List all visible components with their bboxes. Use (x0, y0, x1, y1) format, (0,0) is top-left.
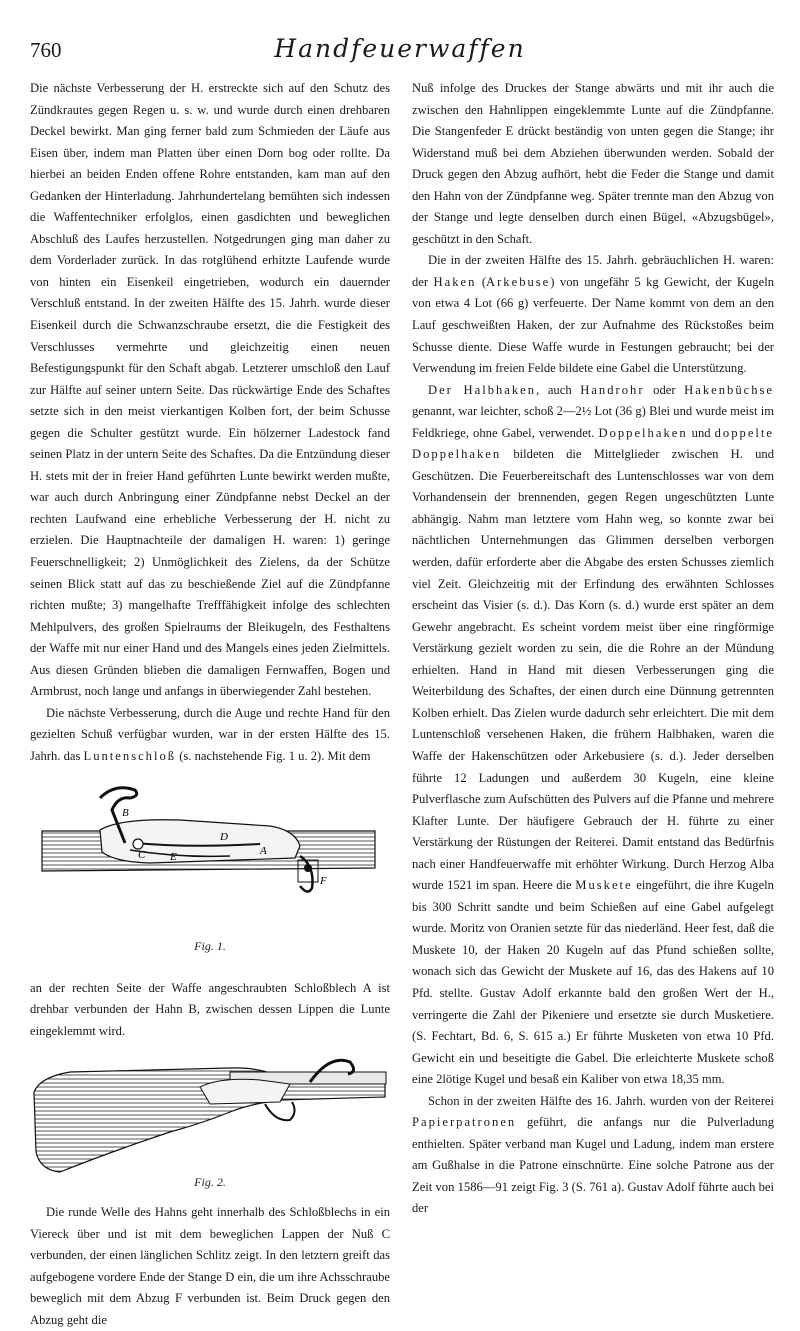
matchlock-musket-illustration (30, 1042, 390, 1182)
running-title: Handfeuerwaffen (274, 34, 526, 63)
figure-2 (30, 1042, 390, 1202)
right-paragraph-2-text-b: ( (476, 274, 487, 289)
left-paragraph-4: Die runde Welle des Hahns geht innerhalb des Schloßblechs in ein Viereck über und ist mit dem beweglichen Lappen der Nuß C verbunden, der einen länglichen Schlitz zeigt. In den letztern greift das aufgebogene vordere Ende der Stange D ein, die um ihre Achsschraube beweglich mit dem Abzug F verbunden ist. Beim Druck gegen den Abzug geht die (30, 1205, 390, 1327)
term-muskete: Muskete (575, 878, 633, 893)
fig1-label-c: C (138, 848, 146, 861)
right-paragraph-2 (412, 250, 774, 379)
left-paragraph-1: Die nächste Verbesserung der H. erstreckte sich auf den Schutz des Zündkrautes gegen Regen u. s. w. und wurde durch einen drehbaren Deckel bewirkt. Man ging ferner bald zum Schmieden der Läufe aus Eisen über, indem man Platten über einen Dorn bog oder rollte. Da hierbei an beiden Enden offene Rohre entstanden, kam man auf den Gedanken der Hinterladung. Jahrhundertelang bemühten sich indessen die Waffentechniker erfolglos, einen gasdichten und beweglichen Abschluß des Laufes herzustellen. Notgedrungen ging man daher zu dem Vorderlader zurück. In das rotglühend erhitzte Laufende wurde von hinten ein Eisenkeil eingetrieben, wodurch ein dauernder Verschluß entstand. In der zweiten Hälfte des 15. Jahrh. wurde dieser Eisenkeil durch die Schwanzschraube ersetzt, die die Festigkeit des Verschlusses vermehrte und gleichzeitig einen neuen Befestigungspunkt für den Schaft abgab. Letzterer umschloß den Lauf zur Hälfte auf seiner untern Seite. Das rückwärtige Ende des Schaftes setzte sich in den meist vierkantigen Kolben fort, der beim Schusse gegen die Schulter gestützt wurde. Ein hölzerner Ladestock fand seinen Platz in der untern Seite des Schaftes. Da die Entzündung dieser H. stets mit der in freier Hand geführten Lunte bewirkt werden mußte, war auch durch Anbringung einer Zündpfanne nebst Deckel an der rechten Laufwand eine erhebliche Verbesserung der H. nicht zu erzielen. Die Hauptnachteile der damaligen H. waren: 1) geringe Feuerschnelligkeit; 2) Unmöglichkeit des Zielens, da der Schütze seinen Blick statt auf das zu beschießende Ziel auf die Zündpfanne richten mußte; 3) mangelhafte Trefffähigkeit infolge des schlechten Mehlpulvers, des großen Spielraums der Bleikugeln, des Festhaltens der Waffe mit nur einer Hand und des Mangels eines jeden Zielmittels. Aus diesen Gründen blieben die damaligen Fernwaffen, Bogen und Armbrust, noch lange und anfangs in überwiegender Zahl bestehen. (30, 81, 390, 699)
figure-1 (30, 768, 390, 978)
fig1-label-d: D (220, 830, 228, 843)
left-paragraph-2-text-a: Die nächste Verbesserung, durch die Auge und rechte Hand für den gezielten Schuß verfügbar wurden, war in der ersten Hälfte des 15. Jahrh. das (30, 705, 390, 763)
right-paragraph-3-text-f: eingeführt, die ihre Kugeln bis 300 Schritt sandte und beim Schießen auf eine Gabel aufgelegt wurde. Moritz von Oranien setzte für das niederländ. Heer fest, daß die Muskete 10, der Haken 20 Kugeln auf das Pfund schießen sollte, wonach sich das Gewicht der Muskete auf 16, das des Hakens auf 10 Pfd. stellte. Gustav Adolf erkannte bald den großen Wert der H., verringerte die Zahl der Pikeniere und ersetzte sie durch Musketiere. (S. Fechtart, Bd. 6, S. 615 a.) Er führte Musketen von etwa 10 Pfd. Gewicht ein und beseitigte die Gabel. Die erleichterte Muskete schoß eine 2lötige Kugel und besaß ein Kaliber von etwa 18,35 mm. (412, 878, 774, 1087)
fig1-label-e: E (170, 850, 177, 863)
right-paragraph-4 (412, 1091, 774, 1220)
right-paragraph-3 (412, 380, 774, 1091)
fig1-label-f: F (320, 874, 327, 887)
right-paragraph-2-text-a: Die in der zweiten Hälfte des 15. Jahrh. gebräuchlichen H. waren: der (412, 253, 774, 289)
left-paragraph-2-text-b: (s. nachstehende Fig. 1 u. 2). Mit dem (176, 748, 371, 763)
right-paragraph-3-text-a: , auch (536, 382, 581, 397)
term-papierpatronen: Papierpatronen (412, 1115, 517, 1130)
right-column (412, 78, 774, 1220)
left-column (30, 78, 390, 1331)
right-paragraph-3-text-b: oder (644, 382, 685, 397)
left-paragraph-3: an der rechten Seite der Waffe angeschraubten Schloßblech A ist drehbar verbunden der Hahn B, zwischen dessen Lippen die Lunte eingeklemmt wird. (30, 980, 390, 1038)
term-hakenbuechse: Hakenbüchse (684, 382, 774, 397)
term-doppelhaken: Doppelhaken (598, 425, 688, 440)
right-paragraph-3-text-c: genannt, war leichter, schoß 2—2½ Lot (36 g) Blei und wurde meist im Feldkriege, ohne Gabel, verwendet. (412, 404, 774, 440)
matchlock-lock-plate-illustration (30, 768, 390, 958)
page-number: 760 (30, 38, 62, 62)
term-arkebuse: Arkebuse (486, 274, 551, 289)
right-paragraph-4-text-b: geführt, die anfangs nur die Pulverladung enthielten. Später verband man Kugel und Ladung, indem man erstere am Gußhalse in die Patrone einschnürte. Eine solche Patrone aus der Zeit von 1586—91 zeigt Fig. 3 (S. 761 a). Gustav Adolf führte auch bei der (412, 1115, 774, 1216)
right-paragraph-4-text-a: Schon in der zweiten Hälfte des 16. Jahrh. wurden von der Reiterei (428, 1093, 774, 1108)
term-halbhaken: Der Halbhaken (428, 382, 537, 397)
fig1-label-a: A (260, 844, 267, 857)
figure-2-caption: Fig. 2. (194, 1175, 226, 1190)
figure-1-caption: Fig. 1. (194, 938, 226, 953)
term-luntenschloss: Luntenschloß (83, 748, 177, 763)
right-paragraph-3-text-e: bildeten die Mittelglieder zwischen H. und Geschützen. Die Feuerbereitschaft des Luntenschlosses war von dem Vorhandensein der brennenden, gegen Regen ungeschützten Lunte abhängig. Nahm man letztere vom Hahn weg, so konnte zwar bei nächtlichen Unternehmungen das Glimmen derselben verborgen werden, dafür erforderte aber die Abgabe des ersten Schusses ziemlich viel Zeit. Gleichzeitig mit der Erfindung des erwähnten Schlosses erscheint das Visier (s. d.). Das Korn (s. d.) wurde erst später an dem Gewehr angebracht. Es scheint vordem meist über eine ringförmige Verstärkung gezielt worden zu sein, die die Rohre an der Mündung erhielten. Hand in Hand mit diesen Verbesserungen ging die Weiterbildung des Schaftes, der einen durch eine Dünnung getrennten Kolben erhielt. Das Zielen wurde dadurch sehr erleichtert. Die mit dem Luntenschloß versehenen Haken, die frühern Halbhaken, waren die Waffe der Hakenschützen oder Arkebusiere (s. d.). Jeder derselben führte 12 Ladungen und außerdem 30 Kugeln, eine kleine Pulverflasche zum Aufschütten des Pulvers auf die Pfanne und mehrere Klafter Lunte. Der häufigere Gebrauch der H. führte zu einer Verstärkung der Rüstungen der Reiterei. Damit entstand das Bedürfnis nach einer Handfeuerwaffe mit erhöhter Wirkung. Durch Herzog Alba wurde 1521 im span. Heere die (412, 447, 774, 893)
right-paragraph-1: Nuß infolge des Druckes der Stange abwärts und mit ihr auch die zwischen den Hahnlippen eingeklemmte Lunte auf die Zündpfanne. Die Stangenfeder E drückt beständig von unten gegen die Stange; ihr Widerstand muß bei dem Abziehen überwunden werden. Sobald der Druck gegen den Abzug aufhört, hebt die Feder die Stange und damit den Hahn von der Zündpfanne weg. Später trennte man den Abzug von der Stange und legte denselben durch einen Bügel, «Abzugsbügel», geschützt in den Schaft. (412, 81, 774, 246)
fig1-label-b: B (122, 806, 129, 819)
right-paragraph-3-text-d: und (687, 425, 715, 440)
right-paragraph-2-text-c: ) von ungefähr 5 kg Gewicht, der Kugeln von etwa 4 Lot (66 g) verfeuerte. Der Name kommt von dem an den Lauf geschweißten Haken, der zur Aufnahme des Rückstoßes beim Schusse diente. Diese Waffe wurde in Festungen gebraucht; bei der Verwendung im freien Felde bildete eine Gabel die Unterstützung. (412, 274, 774, 376)
left-paragraph-2 (30, 703, 390, 768)
term-haken: Haken (433, 274, 477, 289)
term-doppelte-doppelhaken: doppelte Doppelhaken (412, 425, 774, 462)
term-handrohr: Handrohr (580, 382, 645, 397)
